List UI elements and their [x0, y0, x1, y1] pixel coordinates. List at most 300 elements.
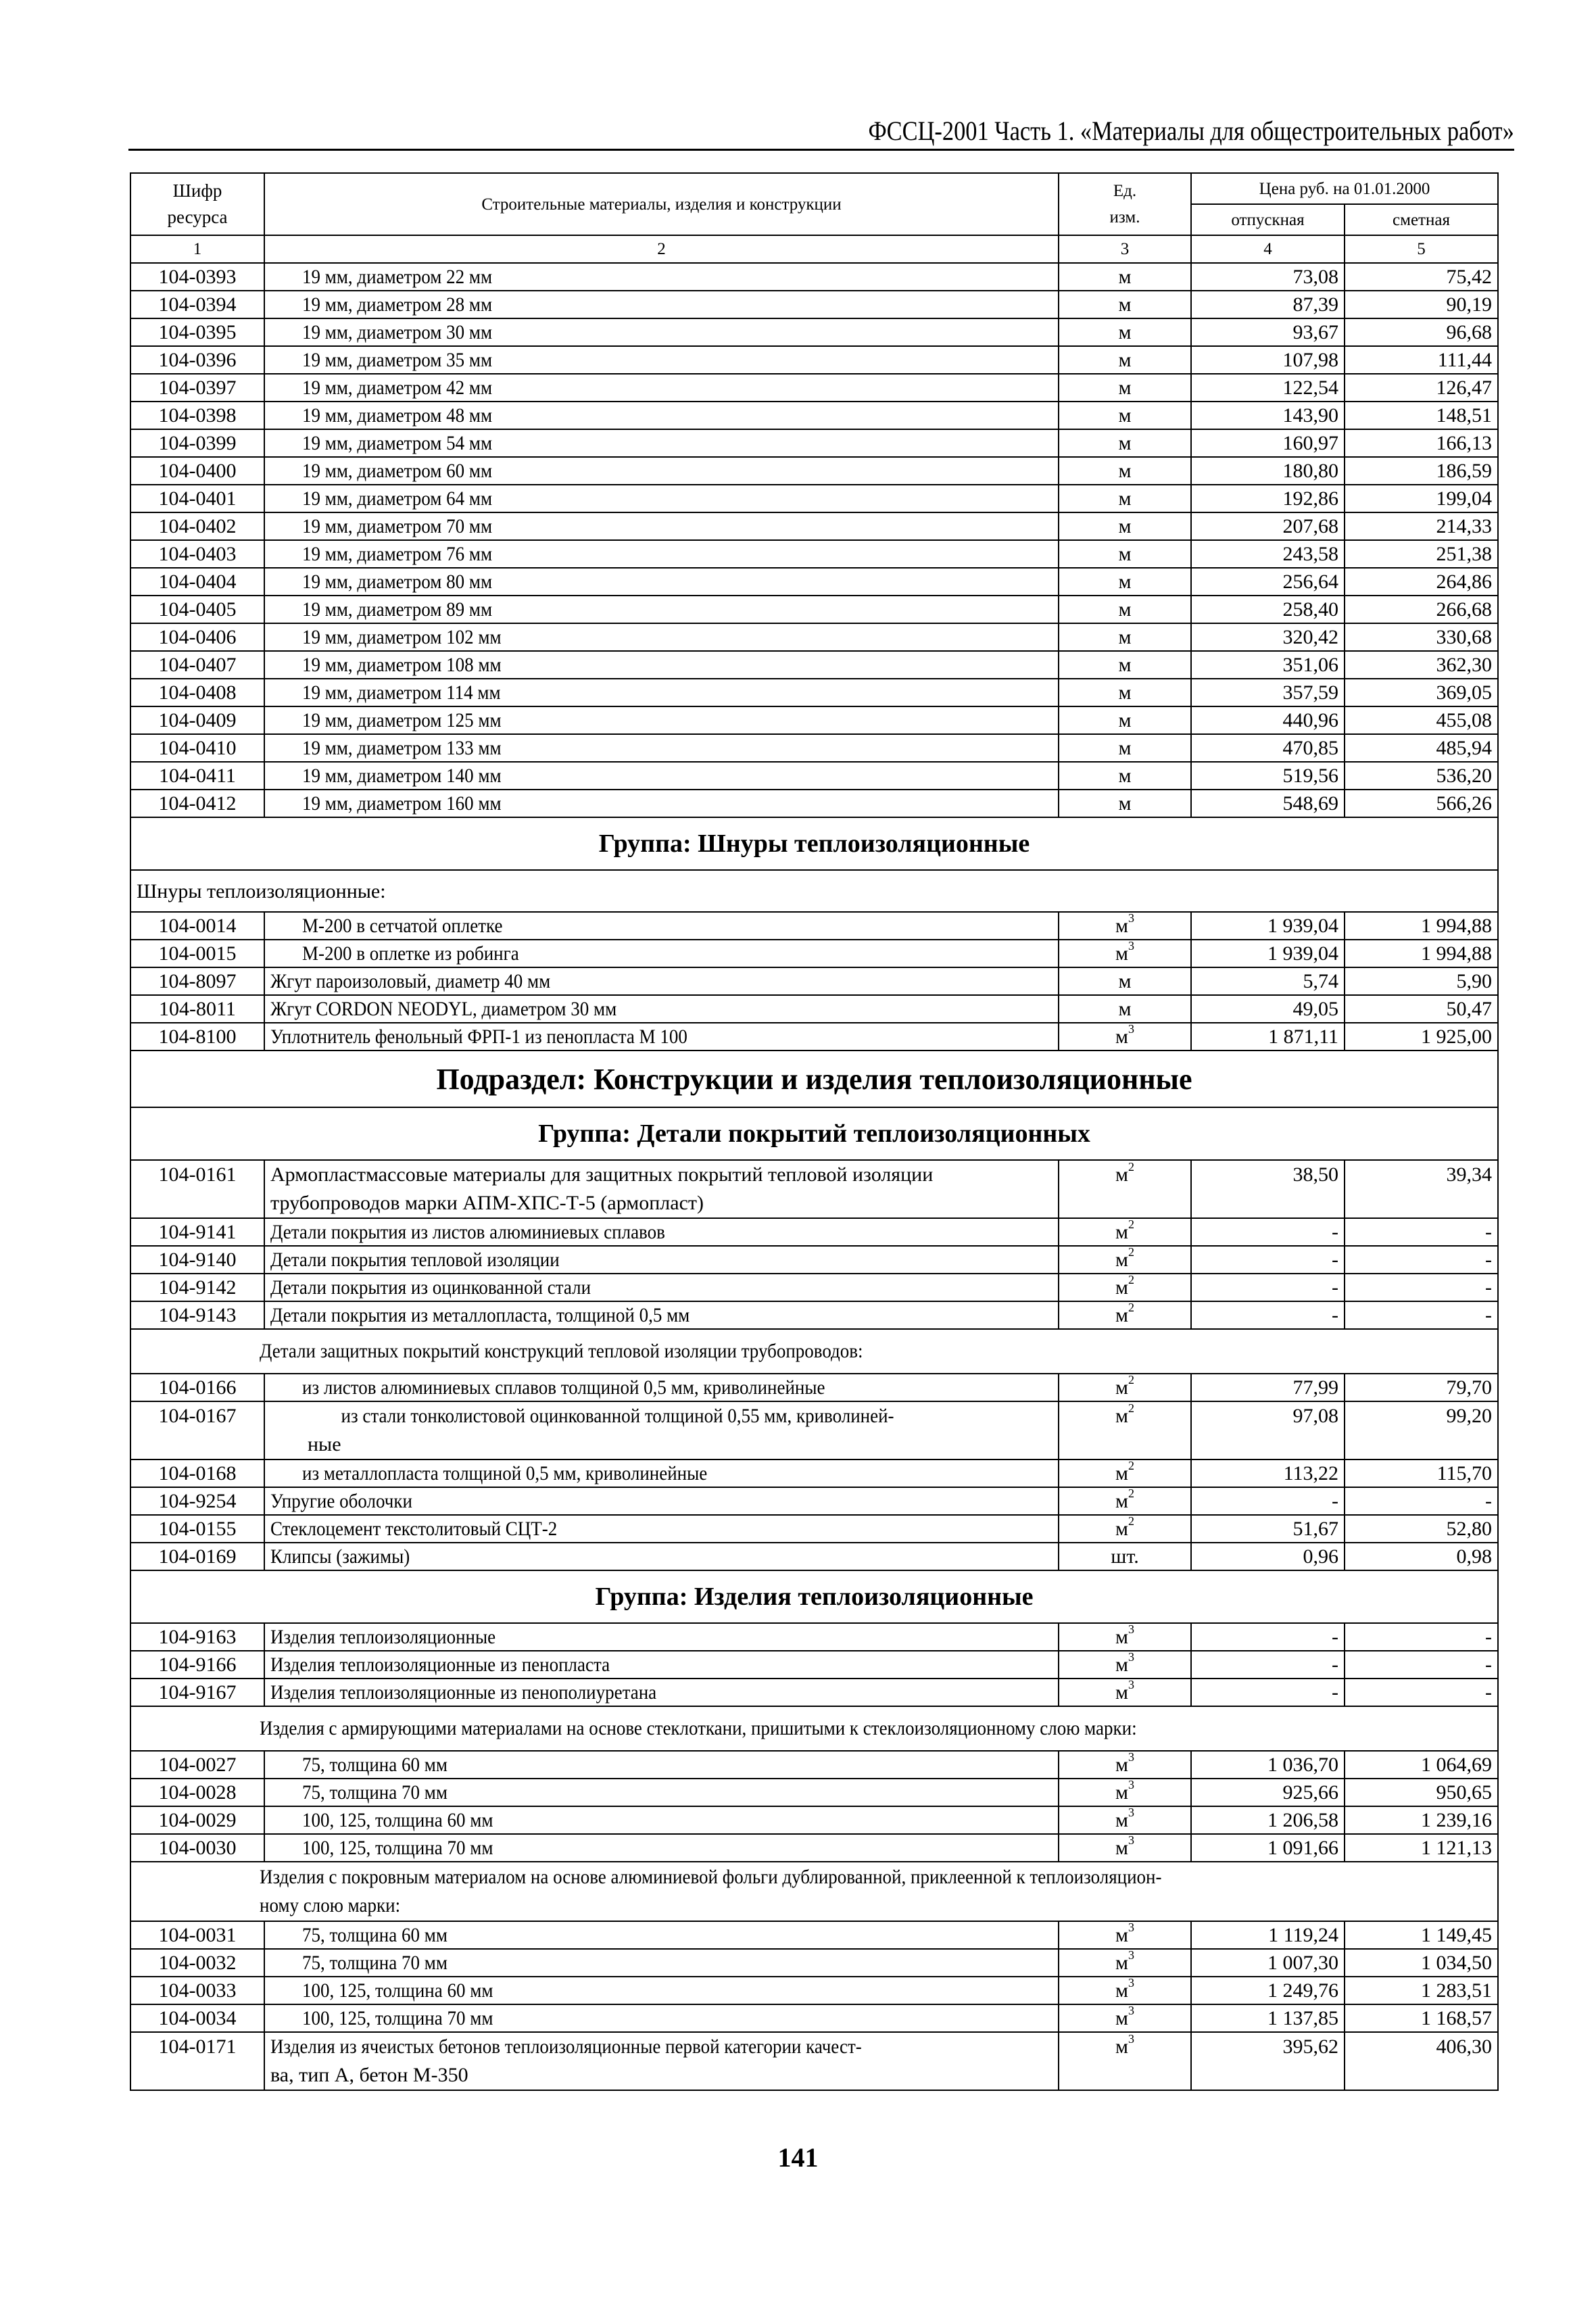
item-name-text: 75, толщина 60 мм [302, 1754, 448, 1776]
price-estimate: 1 925,00 [1345, 1023, 1498, 1051]
table-row [130, 1274, 1498, 1301]
item-name-text: из металлопласта толщиной 0,5 мм, криволинейные [302, 1462, 708, 1485]
table-row [130, 374, 1498, 402]
resource-code: 104-0033 [130, 1977, 264, 2004]
unit [1059, 1246, 1191, 1274]
unit-base: м [1115, 1924, 1128, 1946]
item-name-text: Стеклоцемент текстолитовый СЦТ-2 [270, 1518, 558, 1540]
unit [1059, 429, 1191, 457]
item-name-text: 19 мм, диаметром 76 мм [302, 543, 493, 565]
unit [1059, 1160, 1191, 1218]
resource-code: 104-0399 [130, 429, 264, 457]
unit [1059, 1487, 1191, 1515]
price-estimate: 79,70 [1345, 1374, 1498, 1401]
price-estimate: 75,42 [1345, 263, 1498, 291]
unit [1059, 540, 1191, 568]
unit-power: 3 [1128, 2032, 1134, 2046]
price-estimate: 90,19 [1345, 291, 1498, 318]
unit-base: шт. [1111, 1545, 1139, 1568]
price-estimate: 166,13 [1345, 429, 1498, 457]
table-row [130, 540, 1498, 568]
price-estimate: 566,26 [1345, 790, 1498, 817]
resource-code: 104-0169 [130, 1543, 264, 1570]
resource-code: 104-0406 [130, 623, 264, 651]
unit [1059, 1977, 1191, 2004]
unit [1059, 940, 1191, 967]
item-name-text: Жгут пароизоловый, диаметр 40 мм [270, 970, 551, 992]
price-release: 1 249,76 [1191, 1977, 1345, 2004]
price-release: - [1191, 1301, 1345, 1329]
item-name [264, 1623, 1059, 1651]
unit [1059, 1459, 1191, 1487]
price-release: 51,67 [1191, 1515, 1345, 1543]
price-estimate: 111,44 [1345, 346, 1498, 374]
item-name-text: Детали покрытия из листов алюминиевых сплавов [270, 1221, 665, 1243]
col-number: 4 [1191, 235, 1345, 263]
item-name-line2: ва, тип А, бетон М-350 [270, 2064, 468, 2086]
resource-code: 104-0401 [130, 485, 264, 512]
rows-cords [130, 912, 1498, 1051]
price-estimate: - [1345, 1274, 1498, 1301]
table-row [130, 912, 1498, 940]
table-row [130, 429, 1498, 457]
price-release: 0,96 [1191, 1543, 1345, 1570]
unit-base: м [1118, 765, 1132, 787]
table-row [130, 1401, 1498, 1459]
unit [1059, 967, 1191, 995]
resource-code: 104-9166 [130, 1651, 264, 1679]
item-name-line1: Изделия из ячеистых бетонов теплоизоляционные первой категории качест- [270, 2035, 862, 2058]
item-name [264, 485, 1059, 512]
item-name-text: 19 мм, диаметром 48 мм [302, 404, 493, 427]
unit-power: 3 [1128, 1779, 1134, 1791]
unit-base: м [1115, 1809, 1128, 1831]
item-name [264, 1751, 1059, 1779]
table-row [130, 1246, 1498, 1274]
unit-power: 2 [1128, 1401, 1134, 1415]
unit [1059, 1679, 1191, 1706]
unit-base: м [1118, 626, 1132, 648]
unit [1059, 402, 1191, 429]
item-name [264, 318, 1059, 346]
price-estimate: 148,51 [1345, 402, 1498, 429]
item-name [264, 651, 1059, 679]
unit-base: м [1115, 1304, 1128, 1326]
unit-base: м [1118, 681, 1132, 704]
unit-power: 3 [1128, 1623, 1134, 1636]
table-row [130, 1160, 1498, 1218]
unit-power: 3 [1128, 1023, 1134, 1036]
unit-base: м [1115, 1163, 1128, 1186]
price-release: 192,86 [1191, 485, 1345, 512]
item-name [264, 1374, 1059, 1401]
item-name [264, 995, 1059, 1023]
resource-code: 104-9167 [130, 1679, 264, 1706]
price-estimate: 536,20 [1345, 762, 1498, 790]
price-estimate: 199,04 [1345, 485, 1498, 512]
price-release: - [1191, 1218, 1345, 1246]
unit-power: 2 [1128, 1218, 1134, 1231]
price-estimate: 1 121,13 [1345, 1834, 1498, 1862]
price-estimate: 5,90 [1345, 967, 1498, 995]
price-table [130, 172, 1499, 2091]
table-row [130, 402, 1498, 429]
price-release: 395,62 [1191, 2032, 1345, 2090]
price-release: 1 206,58 [1191, 1806, 1345, 1834]
unit-power: 2 [1128, 1160, 1134, 1174]
price-estimate: 950,65 [1345, 1779, 1498, 1806]
unit [1059, 706, 1191, 734]
item-name-text: Изделия теплоизоляционные из пенопласта [270, 1654, 610, 1676]
group-title: Группа: Изделия теплоизоляционные [130, 1570, 1498, 1623]
resource-code: 104-0397 [130, 374, 264, 402]
item-name-text: Упругие оболочки [270, 1490, 412, 1512]
header-code-line2: ресурса [167, 207, 228, 227]
item-name [264, 2032, 1059, 2090]
item-name [264, 1806, 1059, 1834]
price-release: 113,22 [1191, 1459, 1345, 1487]
item-name [264, 429, 1059, 457]
unit [1059, 485, 1191, 512]
resource-code: 104-0403 [130, 540, 264, 568]
rows-foil [130, 1921, 1498, 2032]
price-estimate: 485,94 [1345, 734, 1498, 762]
table-row [130, 623, 1498, 651]
col-number: 3 [1059, 235, 1191, 263]
unit-power: 3 [1128, 912, 1134, 925]
table-row [130, 2004, 1498, 2032]
unit-power: 2 [1128, 1246, 1134, 1259]
item-name [264, 790, 1059, 817]
price-estimate: - [1345, 1301, 1498, 1329]
item-name [264, 679, 1059, 706]
table-row [130, 1779, 1498, 1806]
header-unit-line2: изм. [1109, 208, 1140, 226]
table-row [130, 485, 1498, 512]
item-name [264, 263, 1059, 291]
price-estimate: 186,59 [1345, 457, 1498, 485]
price-estimate: 1 239,16 [1345, 1806, 1498, 1834]
unit-base: м [1115, 1249, 1128, 1271]
unit-base: м [1115, 1979, 1128, 2002]
unit-base: м [1115, 1681, 1128, 1704]
price-estimate: - [1345, 1246, 1498, 1274]
price-release: 143,90 [1191, 402, 1345, 429]
item-name-text: Изделия теплоизоляционные [270, 1626, 496, 1648]
resource-code: 104-0405 [130, 596, 264, 623]
resource-code: 104-0014 [130, 912, 264, 940]
unit [1059, 651, 1191, 679]
table-row [130, 1218, 1498, 1246]
resource-code: 104-0396 [130, 346, 264, 374]
item-name-text: 19 мм, диаметром 160 мм [302, 792, 502, 815]
unit-base: м [1118, 970, 1132, 992]
group-products [130, 1570, 1498, 1623]
resource-code: 104-0031 [130, 1921, 264, 1949]
price-estimate: 1 034,50 [1345, 1949, 1498, 1977]
item-name [264, 706, 1059, 734]
item-name-text: 19 мм, диаметром 140 мм [302, 765, 502, 787]
header-name: Строительные материалы, изделия и конструкции [264, 173, 1059, 235]
item-name-text: Детали покрытия тепловой изоляции [270, 1249, 560, 1271]
column-number-row [130, 235, 1498, 263]
table-row [130, 995, 1498, 1023]
unit [1059, 734, 1191, 762]
unit [1059, 1623, 1191, 1651]
header-code [130, 173, 264, 235]
price-release: 122,54 [1191, 374, 1345, 402]
unit [1059, 1023, 1191, 1051]
item-name-text: 19 мм, диаметром 30 мм [302, 321, 493, 343]
subgroup-label [130, 1862, 1498, 1921]
unit-base: м [1118, 432, 1132, 454]
unit-base: м [1115, 1754, 1128, 1776]
item-name-text: 75, толщина 60 мм [302, 1924, 448, 1946]
unit-base: м [1115, 1626, 1128, 1648]
item-name-text: Жгут CORDON NEODYL, диаметром 30 мм [270, 998, 617, 1020]
table-row [130, 940, 1498, 967]
price-release: 77,99 [1191, 1374, 1345, 1401]
rows-pipe-insulation [130, 263, 1498, 817]
price-estimate: - [1345, 1679, 1498, 1706]
running-head [128, 114, 1514, 149]
unit [1059, 1949, 1191, 1977]
running-head-text: ФССЦ-2001 Часть 1. «Материалы для общестроительных работ» [868, 116, 1514, 146]
resource-code: 104-8100 [130, 1023, 264, 1051]
unit [1059, 762, 1191, 790]
unit-base: м [1115, 1376, 1128, 1399]
subgroup-label-line2: ному слою марки: [260, 1894, 401, 1916]
item-name [264, 568, 1059, 596]
resource-code: 104-0409 [130, 706, 264, 734]
price-release: 73,08 [1191, 263, 1345, 291]
price-release: 1 119,24 [1191, 1921, 1345, 1949]
price-estimate: 406,30 [1345, 2032, 1498, 2090]
unit-power: 3 [1128, 1834, 1134, 1847]
unit [1059, 318, 1191, 346]
item-name [264, 346, 1059, 374]
resource-code: 104-0030 [130, 1834, 264, 1862]
unit-base: м [1118, 460, 1132, 482]
unit-base: м [1118, 404, 1132, 427]
table-row [130, 1459, 1498, 1487]
unit [1059, 346, 1191, 374]
unit-base: м [1115, 1518, 1128, 1540]
page-number: 141 [777, 2142, 819, 2173]
unit [1059, 1921, 1191, 1949]
resource-code: 104-0028 [130, 1779, 264, 1806]
item-name [264, 402, 1059, 429]
table-row [130, 706, 1498, 734]
item-name [264, 734, 1059, 762]
unit-base: м [1115, 942, 1128, 965]
table-row [130, 291, 1498, 318]
resource-code: 104-9142 [130, 1274, 264, 1301]
subgroup-label [130, 1706, 1498, 1751]
unit-base: м [1118, 321, 1132, 343]
price-estimate: 1 064,69 [1345, 1751, 1498, 1779]
table-row [130, 679, 1498, 706]
price-release: 49,05 [1191, 995, 1345, 1023]
table-row [130, 1301, 1498, 1329]
price-release: 548,69 [1191, 790, 1345, 817]
item-name [264, 1160, 1059, 1218]
group-title: Группа: Детали покрытий теплоизоляционных [130, 1107, 1498, 1160]
item-name [264, 2004, 1059, 2032]
table-row [130, 1487, 1498, 1515]
item-name [264, 940, 1059, 967]
item-name-text: 19 мм, диаметром 54 мм [302, 432, 493, 454]
table-row [130, 457, 1498, 485]
header-price-estimate: сметная [1345, 204, 1498, 235]
resource-code: 104-9143 [130, 1301, 264, 1329]
price-estimate: 362,30 [1345, 651, 1498, 679]
table-row [130, 512, 1498, 540]
price-estimate: 1 994,88 [1345, 912, 1498, 940]
col-number: 1 [130, 235, 264, 263]
unit-base: м [1118, 571, 1132, 593]
item-name-text: М-200 в сетчатой оплетке [302, 915, 503, 937]
price-release: 207,68 [1191, 512, 1345, 540]
unit-base: м [1118, 377, 1132, 399]
item-name [264, 1949, 1059, 1977]
table-row [130, 1921, 1498, 1949]
price-release: - [1191, 1246, 1345, 1274]
unit [1059, 457, 1191, 485]
header-price-release: отпускная [1191, 204, 1345, 235]
unit [1059, 1515, 1191, 1543]
price-estimate: 50,47 [1345, 995, 1498, 1023]
price-release: 1 939,04 [1191, 940, 1345, 967]
resource-code: 104-9254 [130, 1487, 264, 1515]
unit [1059, 623, 1191, 651]
unit-power: 3 [1128, 1921, 1134, 1934]
group-title: Группа: Шнуры теплоизоляционные [130, 817, 1498, 870]
item-name-text: 75, толщина 70 мм [302, 1952, 448, 1974]
unit-base: м [1118, 543, 1132, 565]
item-name [264, 374, 1059, 402]
resource-code: 104-0408 [130, 679, 264, 706]
subgroup-label-text: Изделия с армирующими материалами на основе стеклоткани, пришитыми к стеклоизоляционному слою марки: [260, 1717, 1137, 1739]
item-name-text: 100, 125, толщина 60 мм [302, 1979, 493, 2002]
subgroup-label-line1: Изделия с покровным материалом на основе алюминиевой фольги дублированной, приклеенной к теплоизоляцион- [260, 1866, 1162, 1888]
header-code-line1: Шифр [172, 180, 222, 201]
price-estimate: 115,70 [1345, 1459, 1498, 1487]
unit [1059, 995, 1191, 1023]
price-release: 925,66 [1191, 1779, 1345, 1806]
resource-code: 104-0411 [130, 762, 264, 790]
item-name [264, 1218, 1059, 1246]
item-name [264, 596, 1059, 623]
unit-base: м [1115, 1952, 1128, 1974]
resource-code: 104-0412 [130, 790, 264, 817]
table-row [130, 1651, 1498, 1679]
resource-code: 104-0155 [130, 1515, 264, 1543]
unit [1059, 1834, 1191, 1862]
resource-code: 104-0171 [130, 2032, 264, 2090]
table-row [130, 1543, 1498, 1570]
price-estimate: 1 994,88 [1345, 940, 1498, 967]
unit-base: м [1118, 487, 1132, 510]
unit-base: м [1118, 598, 1132, 621]
item-name [264, 1651, 1059, 1679]
table-row [130, 1515, 1498, 1543]
item-name [264, 291, 1059, 318]
price-release: 256,64 [1191, 568, 1345, 596]
table-row [130, 651, 1498, 679]
unit-power: 2 [1128, 1459, 1134, 1472]
price-release: - [1191, 1487, 1345, 1515]
resource-code: 104-8097 [130, 967, 264, 995]
price-estimate: 39,34 [1345, 1160, 1498, 1218]
item-name-text: 19 мм, диаметром 125 мм [302, 709, 502, 731]
resource-code: 104-0034 [130, 2004, 264, 2032]
price-release: 243,58 [1191, 540, 1345, 568]
resource-code: 104-0407 [130, 651, 264, 679]
resource-code: 104-0398 [130, 402, 264, 429]
unit-base: м [1118, 709, 1132, 731]
unit-base: м [1115, 1405, 1128, 1427]
unit [1059, 596, 1191, 623]
unit-base: м [1118, 266, 1132, 288]
unit [1059, 1218, 1191, 1246]
price-release: - [1191, 1651, 1345, 1679]
price-release: 160,97 [1191, 429, 1345, 457]
resource-code: 104-0032 [130, 1949, 264, 1977]
table-row [130, 790, 1498, 817]
item-name [264, 457, 1059, 485]
resource-code: 104-9163 [130, 1623, 264, 1651]
table-row [130, 1023, 1498, 1051]
item-name-text: Клипсы (зажимы) [270, 1545, 410, 1568]
unit [1059, 912, 1191, 940]
item-name-text: 19 мм, диаметром 22 мм [302, 266, 493, 288]
item-name-text: Изделия теплоизоляционные из пенополиуретана [270, 1681, 657, 1704]
price-release: - [1191, 1274, 1345, 1301]
price-release: 1 091,66 [1191, 1834, 1345, 1862]
table-row [130, 734, 1498, 762]
item-name-line1: из стали тонколистовой оцинкованной толщиной 0,55 мм, криволиней- [341, 1405, 894, 1427]
item-name-text: Детали покрытия из оцинкованной стали [270, 1276, 591, 1299]
rows-covers [130, 1160, 1498, 1329]
item-name [264, 1246, 1059, 1274]
item-name [264, 912, 1059, 940]
col-number: 5 [1345, 235, 1498, 263]
unit-base: м [1118, 792, 1132, 815]
table-row [130, 1623, 1498, 1651]
header-rule [128, 149, 1514, 151]
rows-products [130, 1623, 1498, 1706]
unit-power: 3 [1128, 1751, 1134, 1764]
price-release: 107,98 [1191, 346, 1345, 374]
price-release: 1 939,04 [1191, 912, 1345, 940]
price-release: 258,40 [1191, 596, 1345, 623]
resource-code: 104-0395 [130, 318, 264, 346]
resource-code: 104-0402 [130, 512, 264, 540]
table-row [130, 318, 1498, 346]
price-release: 357,59 [1191, 679, 1345, 706]
item-name-text: 75, толщина 70 мм [302, 1781, 448, 1804]
item-name [264, 1834, 1059, 1862]
item-name-text: 19 мм, диаметром 28 мм [302, 293, 493, 316]
price-release: 97,08 [1191, 1401, 1345, 1459]
price-release: 5,74 [1191, 967, 1345, 995]
price-release: 1 871,11 [1191, 1023, 1345, 1051]
item-name [264, 1487, 1059, 1515]
price-release: 351,06 [1191, 651, 1345, 679]
unit-base: м [1115, 2035, 1128, 2058]
table-row [130, 346, 1498, 374]
